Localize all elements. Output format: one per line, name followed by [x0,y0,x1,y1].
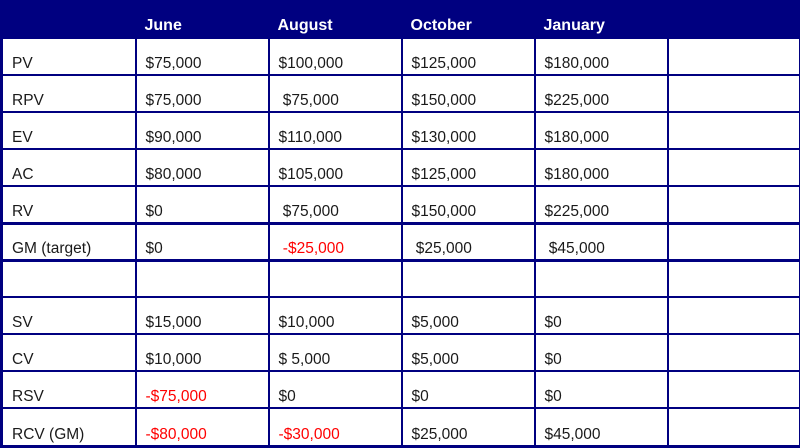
row-label: GM (target) [2,223,136,260]
header-cell-empty [668,0,800,38]
cell-october: $125,000 [402,38,535,75]
table-row-pv [2,38,800,75]
header-cell-june: June [136,0,269,38]
table-row-gm-target [2,223,800,260]
cell-empty [668,408,800,446]
cell-august: -$25,000 [269,223,402,260]
table-row-spacer [2,260,800,297]
cell-june: $75,000 [136,75,269,112]
cell-empty [668,149,800,186]
row-label: AC [2,149,136,186]
table-row-ev [2,112,800,149]
cell-june: $80,000 [136,149,269,186]
cell-october: $25,000 [402,223,535,260]
cell-empty [668,260,800,297]
cell-empty [668,371,800,408]
cell-january: $225,000 [535,186,668,223]
cell-january: $45,000 [535,223,668,260]
cell-january: $0 [535,297,668,334]
cell-august: $110,000 [269,112,402,149]
cell-january: $45,000 [535,408,668,446]
cell-january: $180,000 [535,149,668,186]
row-label: EV [2,112,136,149]
cell-august: $0 [269,371,402,408]
cell-june: $90,000 [136,112,269,149]
row-label: RSV [2,371,136,408]
cell-october: $25,000 [402,408,535,446]
table-row-rv [2,186,800,223]
row-label: CV [2,334,136,371]
row-label: SV [2,297,136,334]
table-row-rsv [2,371,800,408]
header-row [2,0,800,38]
row-label: PV [2,38,136,75]
cell-june: $75,000 [136,38,269,75]
cell-empty [668,186,800,223]
table-row-cv [2,334,800,371]
cell-empty [668,112,800,149]
cell-june: $10,000 [136,334,269,371]
cell-june [136,260,269,297]
row-label: RCV (GM) [2,408,136,446]
cell-january: $225,000 [535,75,668,112]
header-cell-metric [2,0,136,38]
cell-october: $5,000 [402,334,535,371]
cell-empty [668,297,800,334]
cell-january [535,260,668,297]
cell-january: $0 [535,334,668,371]
cell-august [269,260,402,297]
cell-october [402,260,535,297]
cell-august: $10,000 [269,297,402,334]
cell-june: -$80,000 [136,408,269,446]
cell-august: $100,000 [269,38,402,75]
cell-june: $15,000 [136,297,269,334]
cell-june: $0 [136,186,269,223]
cell-august: $75,000 [269,75,402,112]
cell-october: $0 [402,371,535,408]
table-row-sv [2,297,800,334]
cell-october: $125,000 [402,149,535,186]
header-cell-october: October [402,0,535,38]
cell-august: $75,000 [269,186,402,223]
cell-august: -$30,000 [269,408,402,446]
cell-empty [668,334,800,371]
cell-august: $ 5,000 [269,334,402,371]
row-label [2,260,136,297]
cell-october: $5,000 [402,297,535,334]
cell-empty [668,75,800,112]
cell-june: -$75,000 [136,371,269,408]
row-label: RV [2,186,136,223]
table-row-rpv [2,75,800,112]
header-cell-january: January [535,0,668,38]
cell-january: $0 [535,371,668,408]
cell-empty [668,223,800,260]
row-label: RPV [2,75,136,112]
cell-october: $150,000 [402,75,535,112]
header-cell-august: August [269,0,402,38]
cell-empty [668,38,800,75]
table-row-ac [2,149,800,186]
cell-october: $150,000 [402,186,535,223]
cell-january: $180,000 [535,112,668,149]
table-row-rcv-gm [2,408,800,446]
cell-october: $130,000 [402,112,535,149]
cell-august: $105,000 [269,149,402,186]
cell-june: $0 [136,223,269,260]
cell-january: $180,000 [535,38,668,75]
